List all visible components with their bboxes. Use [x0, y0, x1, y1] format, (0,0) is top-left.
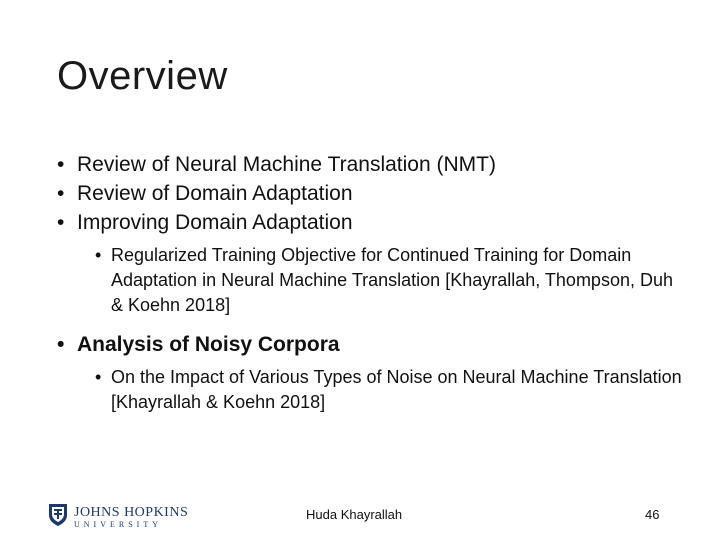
bullet-item: • Review of Neural Machine Translation (NMT): [57, 150, 687, 179]
sub-bullet-list-2: [57, 365, 687, 415]
bullet-item-bold: • Analysis of Noisy Corpora: [57, 330, 687, 359]
bullet-item: • Review of Domain Adaptation: [57, 179, 687, 208]
logo-main-text: JOHNS HOPKINS: [74, 504, 189, 520]
bullet-item: • Improving Domain Adaptation: [57, 208, 687, 237]
sub-bullet-list-1: [57, 243, 687, 318]
sub-bullet-item: • On the Impact of Various Types of Noise on Neural Machine Translation [Khayrallah & Koehn 2018]: [89, 365, 687, 415]
university-logo: [48, 503, 188, 532]
sub-bullet-item: • Regularized Training Objective for Continued Training for Domain Adaptation in Neural Machine Translation [Khayrallah, Thompson, Duh & Koehn 2018]: [89, 243, 687, 318]
slide-title: Overview: [57, 54, 228, 98]
bullet-list: [57, 150, 687, 427]
page-number: 46: [645, 507, 660, 522]
footer-author: Huda Khayrallah: [306, 507, 403, 522]
jhu-shield-icon: [48, 503, 68, 532]
logo-sub-text: UNIVERSITY: [74, 519, 162, 529]
